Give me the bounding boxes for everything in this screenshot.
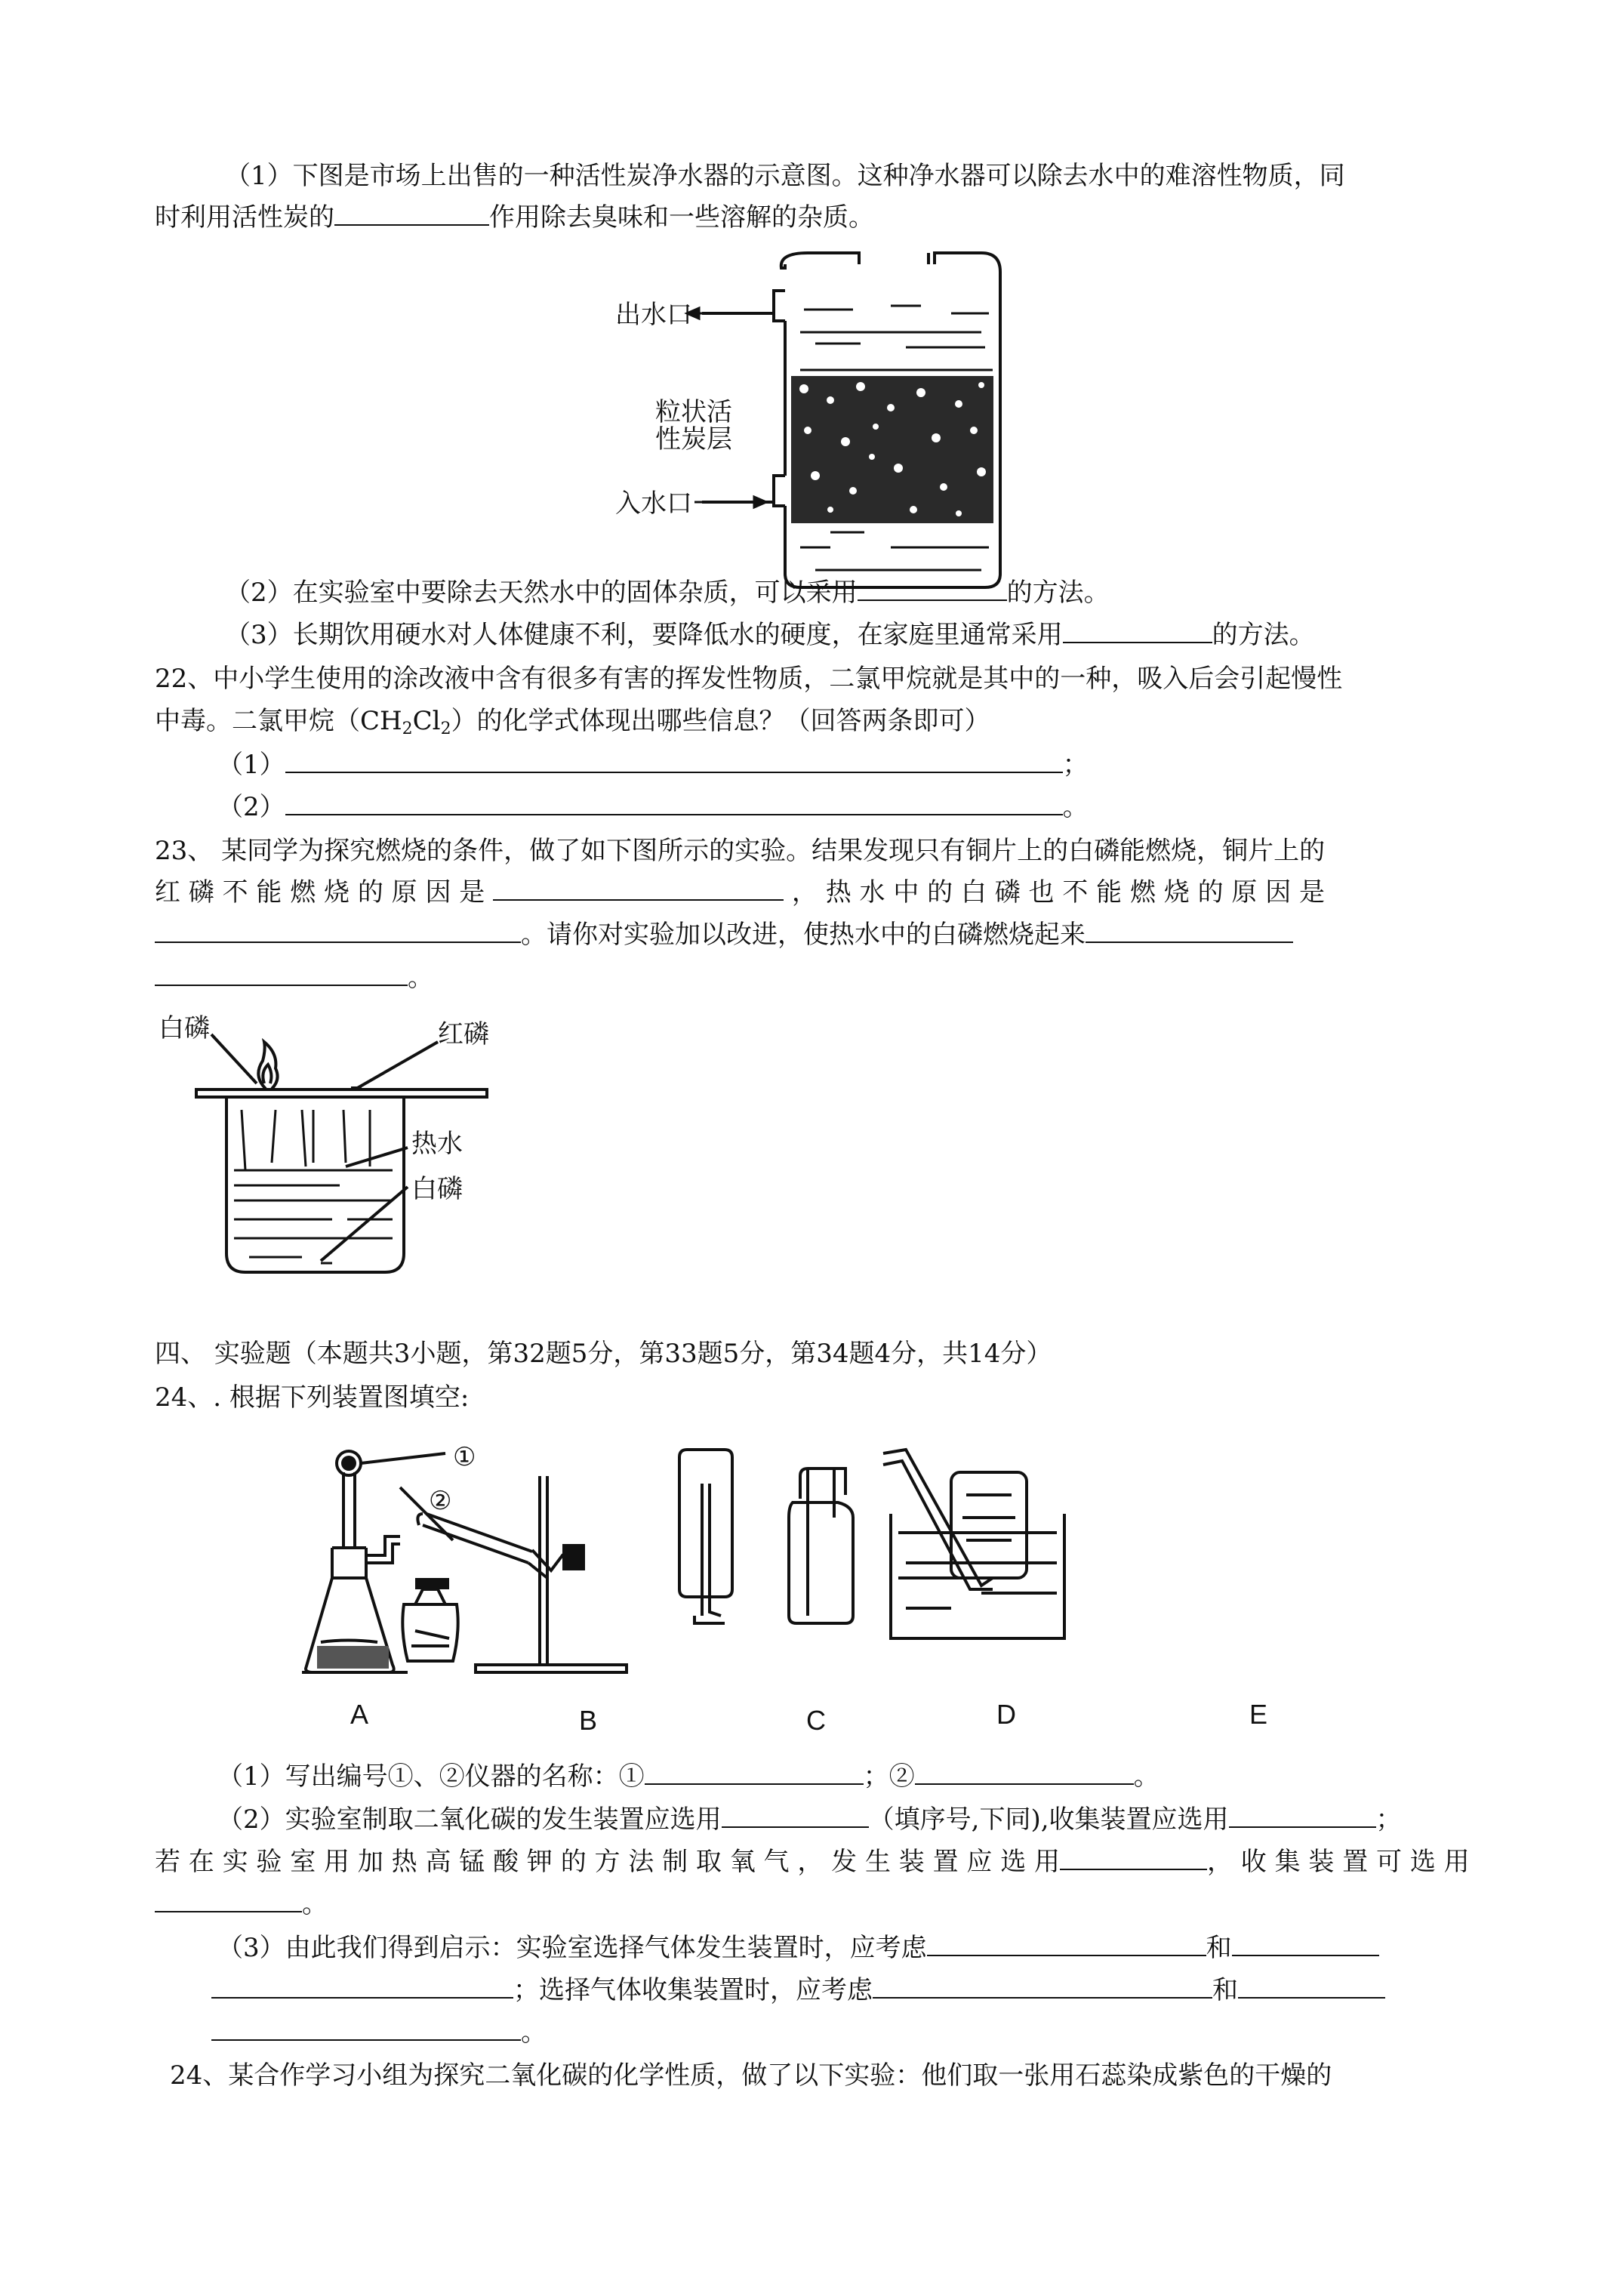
answer-blank[interactable] bbox=[1232, 1932, 1379, 1956]
answer-blank[interactable] bbox=[285, 791, 1063, 815]
answer-blank[interactable] bbox=[1229, 1804, 1376, 1828]
answer-blank[interactable] bbox=[211, 1974, 513, 1999]
apparatus-label-d: D bbox=[996, 1699, 1016, 1730]
answer-blank[interactable] bbox=[858, 577, 1007, 601]
section-heading: 四、 实验题（本题共3小题，第32题5分，第33题5分，第34题4分，共14分） bbox=[155, 1339, 1052, 1369]
apparatus-diagram bbox=[302, 1442, 1344, 1691]
q23-line4: 。 bbox=[155, 960, 433, 995]
q21-part1-line1: （1）下图是市场上出售的一种活性炭净水器的示意图。这种净水器可以除去水中的难溶性物质，同 bbox=[225, 161, 1345, 191]
hot-water-label: 热水 bbox=[411, 1129, 463, 1159]
answer-blank[interactable] bbox=[645, 1761, 864, 1785]
q21-part1-line2: 时利用活性炭的 作用除去臭味和一些溶解的杂质。 bbox=[155, 202, 874, 233]
answer-blank[interactable] bbox=[873, 1974, 1212, 1999]
answer-blank[interactable] bbox=[155, 962, 408, 986]
q24-title: 24、. 根据下列装置图填空: bbox=[155, 1382, 470, 1413]
answer-blank[interactable] bbox=[1063, 619, 1212, 643]
q24-part1: （1）写出编号①、②仪器的名称：① ；② 。 bbox=[217, 1761, 1160, 1792]
white-phosphorus-bottom-label: 白磷 bbox=[411, 1174, 463, 1204]
q24b-line1: 24、某合作学习小组为探究二氧化碳的化学性质，做了以下实验：他们取一张用石蕊染成紫色的干燥的 bbox=[170, 2060, 1332, 2091]
carbon-layer-label: 粒状活 性炭层 bbox=[655, 397, 732, 455]
q24-part3-line2: ；选择气体收集装置时，应考虑 和 bbox=[211, 1973, 1385, 2008]
answer-blank[interactable] bbox=[1060, 1846, 1207, 1870]
q21-part3: （3）长期饮用硬水对人体健康不利，要降低水的硬度，在家庭里通常采用 的方法。 bbox=[225, 620, 1315, 650]
q23-line2: 红 磷 不 能 燃 烧 的 原 因 是 ， 热 水 中 的 白 磷 也 不 能 燃 烧 的 原 因 是 bbox=[155, 877, 1326, 908]
q23-line1: 23、 某同学为探究燃烧的条件，做了如下图所示的实验。结果发现只有铜片上的白磷能燃烧，铜片上的 bbox=[155, 836, 1326, 866]
apparatus-label-c: C bbox=[806, 1705, 826, 1736]
answer-blank[interactable] bbox=[927, 1932, 1206, 1956]
answer-blank[interactable] bbox=[1086, 919, 1293, 943]
apparatus-label-e: E bbox=[1249, 1699, 1268, 1730]
answer-blank[interactable] bbox=[155, 1888, 302, 1912]
q22-line1: 22、中小学生使用的涂改液中含有很多有害的挥发性物质，二氯甲烷就是其中的一种，吸入后会引起慢性 bbox=[155, 664, 1343, 694]
outlet-label: 出水口 bbox=[615, 300, 692, 330]
q24-part2-line2: 若 在 实 验 室 用 加 热 高 锰 酸 钾 的 方 法 制 取 氧 气 ， 发 生 装 置 应 选 用 ， 收 集 装 置 可 选 用 bbox=[155, 1847, 1470, 1877]
white-phosphorus-top-label: 白磷 bbox=[159, 1013, 210, 1043]
apparatus-label-a: A bbox=[350, 1699, 369, 1730]
inlet-label: 入水口 bbox=[615, 488, 692, 519]
answer-blank[interactable] bbox=[211, 2017, 521, 2041]
q21-part2: （2）在实验室中要除去天然水中的固体杂质，可以采用 的方法。 bbox=[225, 578, 1110, 608]
answer-blank[interactable] bbox=[1238, 1974, 1385, 1999]
instrument-2-marker: ② bbox=[429, 1486, 452, 1516]
combustion-experiment-diagram bbox=[151, 1012, 544, 1284]
answer-blank[interactable] bbox=[155, 919, 521, 943]
q24-part2-line1: （2）实验室制取二氧化碳的发生装置应选用 （填序号,下同),收集装置应选用 ； bbox=[217, 1804, 1402, 1835]
answer-blank[interactable] bbox=[493, 877, 784, 901]
answer-blank[interactable] bbox=[915, 1761, 1134, 1785]
answer-blank[interactable] bbox=[722, 1804, 869, 1828]
q24-part2-line3: 。 bbox=[155, 1887, 328, 1922]
apparatus-label-b: B bbox=[579, 1705, 598, 1736]
red-phosphorus-label: 红磷 bbox=[438, 1019, 489, 1049]
q22-line2: 中毒。二氯甲烷$(CH_2Cl_2)$的化学式体现出哪些信息？（回答两条即可） bbox=[155, 706, 990, 738]
q24-part3-line3: 。 bbox=[211, 2015, 547, 2050]
q22-answer1: （1） ； bbox=[217, 750, 1089, 780]
answer-blank[interactable] bbox=[334, 202, 489, 226]
instrument-1-marker: ① bbox=[453, 1442, 476, 1472]
q23-line3: 。请你对实验加以改进，使热水中的白磷燃烧起来 bbox=[155, 917, 1293, 952]
q22-answer2: （2） 。 bbox=[217, 792, 1089, 822]
answer-blank[interactable] bbox=[285, 749, 1063, 773]
q24-part3-line1: （3）由此我们得到启示：实验室选择气体发生装置时，应考虑 和 bbox=[217, 1931, 1379, 1965]
